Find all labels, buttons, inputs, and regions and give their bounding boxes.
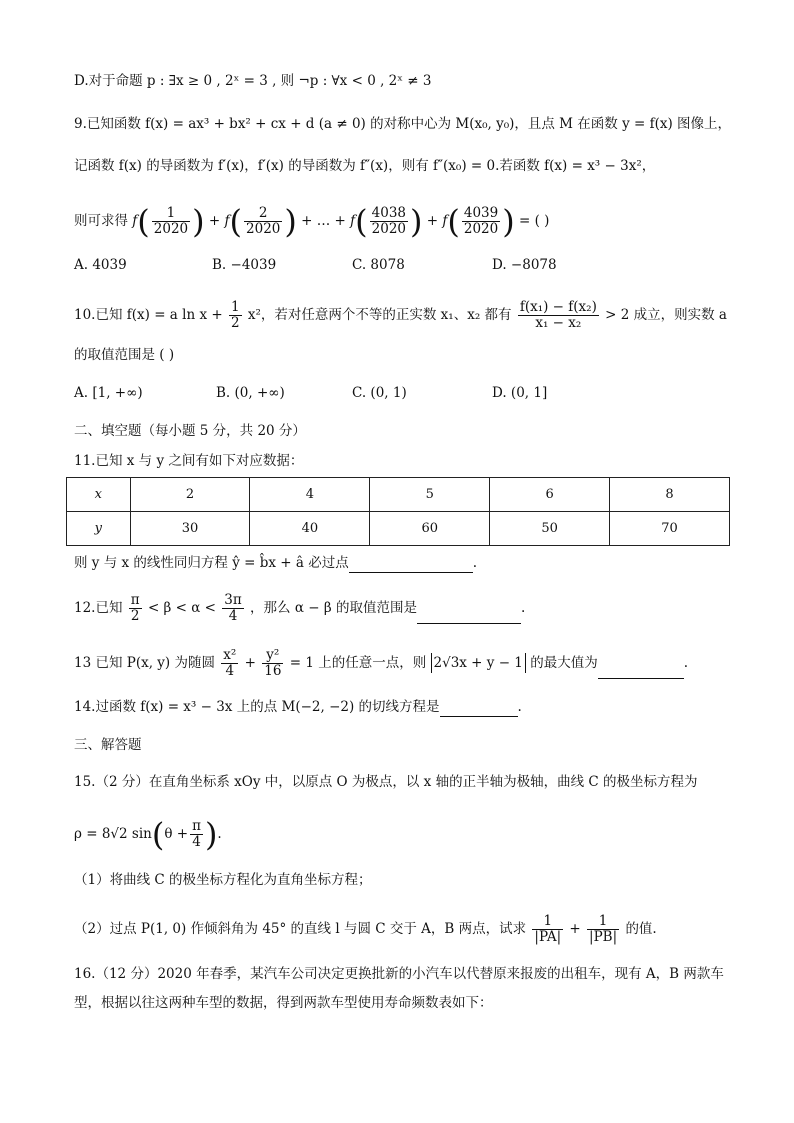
q16-line2: 型，根据以往这两种车型的数据，得到两款车型使用寿命频数表如下： (74, 995, 493, 1011)
q15-sub1: （1）将曲线 C 的极坐标方程化为直角坐标方程； (74, 872, 372, 888)
q8-option-d: D.对于命题 p : ∃x ≥ 0 , 2ˣ = 3 , 则 ¬p : ∀x < 0 , 2ˣ ≠ 3 (74, 73, 432, 89)
q14-answer-blank (440, 700, 518, 717)
q10-diff-quotient: $\frac{\text{f(x₁) − f(x₂)}}{\text{x₁ − x₂}}$ (519, 299, 597, 331)
q11-after-text: 则 y 与 x 的线性同归方程 ŷ = b̂x + â 必过点 (74, 555, 349, 571)
table-cell: 4 (250, 478, 370, 512)
q9-option-b: B. −4039 (212, 257, 277, 273)
q16-line1: 16.（12 分）2020 年春季，某汽车公司决定更换批新的小汽车以代替原来报废的出租车，现有 A，B 两款车 (74, 966, 724, 982)
table-row (67, 512, 730, 546)
q11-stem: 11.已知 x 与 y 之间有如下对应数据： (74, 453, 304, 469)
q10-half: $\frac{1}{2}$ (230, 299, 240, 331)
section-3-heading: 三、解答题 (74, 737, 142, 753)
section-2-heading: 二、填空题（每小题 5 分，共 20 分） (74, 423, 306, 439)
q9-option-c: C. 8078 (352, 257, 405, 273)
q10-prefix: 10.已知 f(x) = a ln x + (74, 307, 223, 323)
table-cell: 60 (370, 512, 490, 546)
q11-after: 则 y 与 x 的线性同归方程 ŷ = b̂x + â 必过点 . (74, 555, 478, 571)
table-cell: y (67, 512, 131, 546)
q9-options (74, 255, 734, 275)
q10-line2: 的取值范围是 ( ) (74, 347, 175, 363)
q10-suffix: > 2 成立，则实数 a (605, 307, 727, 323)
table-cell: 50 (490, 512, 610, 546)
q12-frac-pi-2: $\frac{\pi}{2}$ (130, 592, 140, 624)
q9-line3-prefix: 则可求得 (74, 213, 128, 229)
table-cell: 8 (610, 478, 730, 512)
table-cell: x (67, 478, 131, 512)
table-cell: 2 (130, 478, 250, 512)
q11-data-table (66, 477, 730, 546)
q13-line: 13 已知 P(x, y) 为随圆 $\frac{\text{x²}}{4}$ + $\frac{\text{y²}}{16}$ = 1 上的任意一点，则 2√3x + y − 1 的最大值为 . (74, 647, 688, 679)
q9-frac-3: $\frac{4038}{2020}$ (371, 205, 406, 237)
q10-option-b: B. (0, +∞) (216, 385, 285, 401)
q15-frac-pa: $\frac{1}{|PA|}$ (534, 913, 562, 945)
q10-option-c: C. (0, 1) (352, 385, 407, 401)
q9-frac-4: $\frac{4039}{2020}$ (463, 205, 499, 237)
q10-option-d: D. (0, 1] (492, 385, 548, 401)
q13-frac-y2: $\frac{\text{y²}}{16}$ (264, 647, 282, 679)
q9-frac-1: $\frac{1}{2020}$ (153, 205, 189, 237)
table-cell: 70 (610, 512, 730, 546)
q9-answer-paren: = ( ) (519, 213, 550, 229)
q9-line3: 则可求得 f( $\frac{1}{2020}$ ) + f( $\frac{2}{2020}$ ) + … + f( $\frac{4038}{2020}$ ) + f( $\frac{4039}{2020}$ ) = ( ) (74, 202, 550, 241)
q15-frac-pb: $\frac{1}{|PB|}$ (589, 913, 618, 945)
q10-options (74, 383, 734, 403)
q9-line1: 9.已知函数 f(x) = ax³ + bx² + cx + d (a ≠ 0) 的对称中心为 M(x₀, y₀)，且点 M 在函数 y = f(x) 图像上， (74, 116, 732, 132)
q13-abs-expression: 2√3x + y − 1 (431, 653, 526, 673)
q9-frac-2: $\frac{2}{2020}$ (246, 205, 281, 237)
table-row (67, 478, 730, 512)
q13-answer-blank (598, 662, 684, 679)
q10-mid: x²，若对任意两个不等的正实数 x₁、x₂ 都有 (247, 307, 512, 323)
q12-line: 12.已知 $\frac{\pi}{2}$ < β < α < $\frac{3\pi}{4}$ ，那么 α − β 的取值范围是 . (74, 592, 526, 624)
q9-option-d: D. −8078 (492, 257, 557, 273)
table-cell: 6 (490, 478, 610, 512)
q10-option-a: A. [1, +∞) (74, 385, 143, 401)
q12-frac-3pi-4: $\frac{3\pi}{4}$ (224, 592, 242, 624)
q15-polar-equation: ρ = 8√2 sin(θ + $\frac{\pi}{4}$ ). (74, 815, 222, 854)
q10-line1 (74, 300, 734, 331)
q15-line1: 15.（2 分）在直角坐标系 xOy 中，以原点 O 为极点，以 x 轴的正半轴为极轴，曲线 C 的极坐标方程为 (74, 774, 698, 790)
q14-line: 14.过函数 f(x) = x³ − 3x 上的点 M(−2, −2) 的切线方程是 . (74, 699, 522, 715)
q13-frac-x2: $\frac{\text{x²}}{4}$ (223, 647, 237, 679)
q12-answer-blank (417, 607, 521, 624)
q15-frac-pi-4: $\frac{\pi}{4}$ (192, 818, 201, 850)
q11-answer-blank (349, 556, 473, 573)
q9-line2: 记函数 f(x) 的导函数为 f′(x)，f′(x) 的导函数为 f″(x)，则有 f″(x₀) = 0.若函数 f(x) = x³ − 3x²， (74, 158, 656, 174)
q9-option-a: A. 4039 (74, 257, 127, 273)
table-cell: 5 (370, 478, 490, 512)
table-cell: 30 (130, 512, 250, 546)
table-cell: 40 (250, 512, 370, 546)
q15-sub2: （2）过点 P(1, 0) 作倾斜角为 45° 的直线 l 与圆 C 交于 A，B 两点，试求 $\frac{1}{|PA|}$ + $\frac{1}{|PB|}$ 的值. (74, 913, 657, 945)
